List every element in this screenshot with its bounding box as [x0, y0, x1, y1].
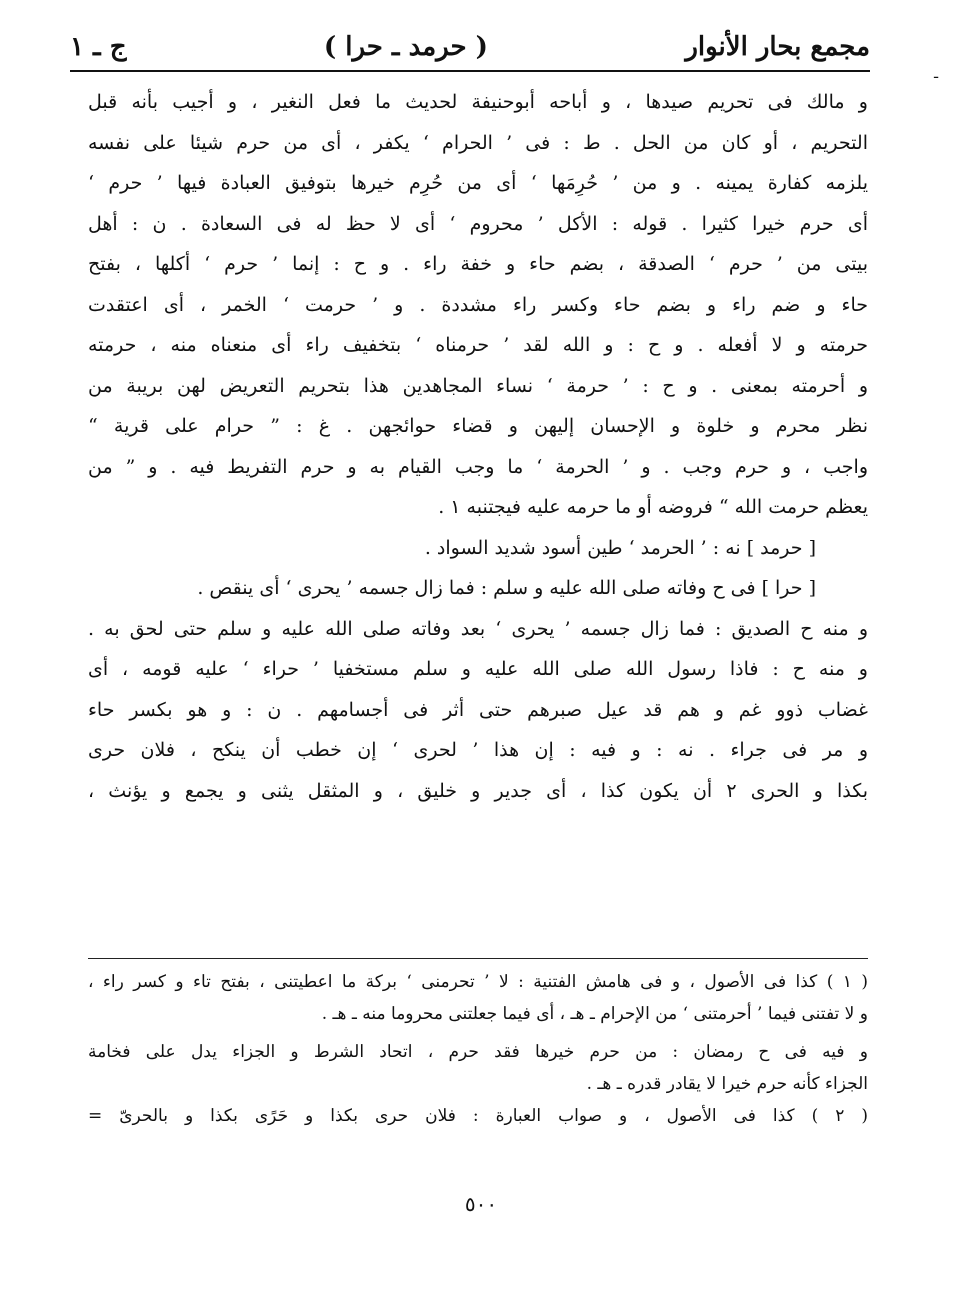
text-line: حرمته و لا أفعله . و ح : و الله لقد ’ حرمناه ‘ بتخفيف راء أى منعناه منه ، حرمته	[88, 334, 868, 356]
book-title: مجمع بحار الأنوار	[685, 32, 870, 62]
running-header	[70, 24, 870, 70]
text-line: أى حرم خيرا كثيرا . قوله : الأكل ’ محروم ‘ أى لا حظ له فى السعادة . ن : أهل	[88, 212, 868, 235]
text-line: واجب ، و حرم وجب . و ’ الحرمة ‘ ما وجب القيام به و حرم التفريط فيه . و ” من	[88, 455, 868, 478]
main-text	[88, 82, 868, 811]
text-line: حاء و ضم راء و بضم حاء وكسر راء مشددة . و ’ حرمت ‘ الخمر ، أى اعتقدت	[88, 293, 868, 316]
page-number: ٥٠٠	[464, 1192, 498, 1216]
footnote-separator	[88, 958, 868, 959]
text-line: يلزمه كفارة يمينه . و من ’ حُرِمَها ‘ أى من حُرِم خيرها بتوفيق العبادة فيها ’ حرم ‘	[88, 172, 868, 194]
entry-heading-hirmid: [ حرمد ] نه : ’ الحرمد ‘ طين أسود شديد السواد .	[424, 536, 816, 559]
text-line: بكذا و الحرى ٢ أن يكون كذا ، أى جدير و خليق ، و المثقل يثنى و يجمع و يؤنث ،	[88, 779, 868, 802]
text-line: غضاب ذوو غم و هم قد عيل صبرهم حتى أثر فى أجسامهم . ن : و هو بكسر حاء	[88, 698, 868, 721]
header-rule	[70, 70, 870, 72]
margin-mark: ـ	[934, 66, 939, 82]
text-line: و مالك فى تحريم صيدها ، و أباحه أبوحنيفة لحديث ما فعل النغير ، و أجيب بأنه قبل	[88, 91, 868, 113]
entry-range: ( حرمد ـ حرا )	[323, 32, 488, 62]
footnote-line: ( ٢ ) كذا فى الأصول ، و صواب العبارة : فلان حرى بكذا و حَرًى بكذا و بالحرىّ =	[88, 1106, 868, 1126]
volume-label: ج ـ ١	[70, 32, 127, 62]
footnote-line: و لا تفتنى فيما ’ أحرمتنى ‘ من الإحرام ـ هـ ، أى فيما جعلتنى محروما منه ـ هـ .	[321, 1004, 868, 1024]
footnotes	[88, 966, 868, 1132]
entry-heading-hara: [ حرا ] فى ح وفاته صلى الله عليه و سلم : فما زال جسمه ’ يحرى ‘ أى ينقص .	[197, 577, 816, 599]
text-line: بيتى من ’ حرم ‘ الصدقة ، بضم حاء و خفة راء . و ح : إنما ’ حرم ‘ أكلها ، بفتح	[88, 253, 868, 275]
text-line: نظر محرم و خلوة و الإحسان إليهن و قضاء حوائجهن . غ : ” حرام على قرية “	[88, 415, 868, 437]
text-line: التحريم ، أو كان من الحل . ط : فى ’ الحرام ‘ يكفر ، أى من حرم شيئا على نفسه	[88, 131, 868, 154]
footnote-line: ( ١ ) كذا فى الأصول ، و فى هامش الفتنية : لا ’ تحرمنى ‘ بركة ما اعطيتنى ، بفتح تاء و كسر راء ،	[88, 972, 868, 992]
text-line: يعظم حرمت الله “ فروضه أو ما حرمه عليه فيجتنبه ١ .	[438, 496, 868, 518]
text-line: و منه ح : فاذا رسول الله صلى الله عليه و سلم مستخفيا ’ حراء ‘ عليه قومه ، أى	[88, 658, 868, 680]
footnote-line: و فيه فى ح رمضان : من حرم خيرها فقد حرم ، اتحاد الشرط و الجزاء يدل على فخامة	[88, 1042, 868, 1062]
footnote-line: الجزاء كأنه حرم خيرا لا يقادر قدره ـ هـ .	[586, 1074, 868, 1094]
text-line: و منه ح الصديق : فما زال جسمه ’ يحرى ‘ بعد وفاته صلى الله عليه و سلم حتى لحق به .	[88, 617, 868, 640]
text-line: و أحرمته بمعنى . و ح : ’ حرمة ‘ نساء المجاهدين هذا بتحريم التعريض لهن بريبة من	[88, 374, 868, 397]
text-line: و مر فى جراء . نه : و فيه : إن هذا ’ لحرى ‘ إن خطب أن ينكح ، فلان حرى	[88, 739, 868, 761]
